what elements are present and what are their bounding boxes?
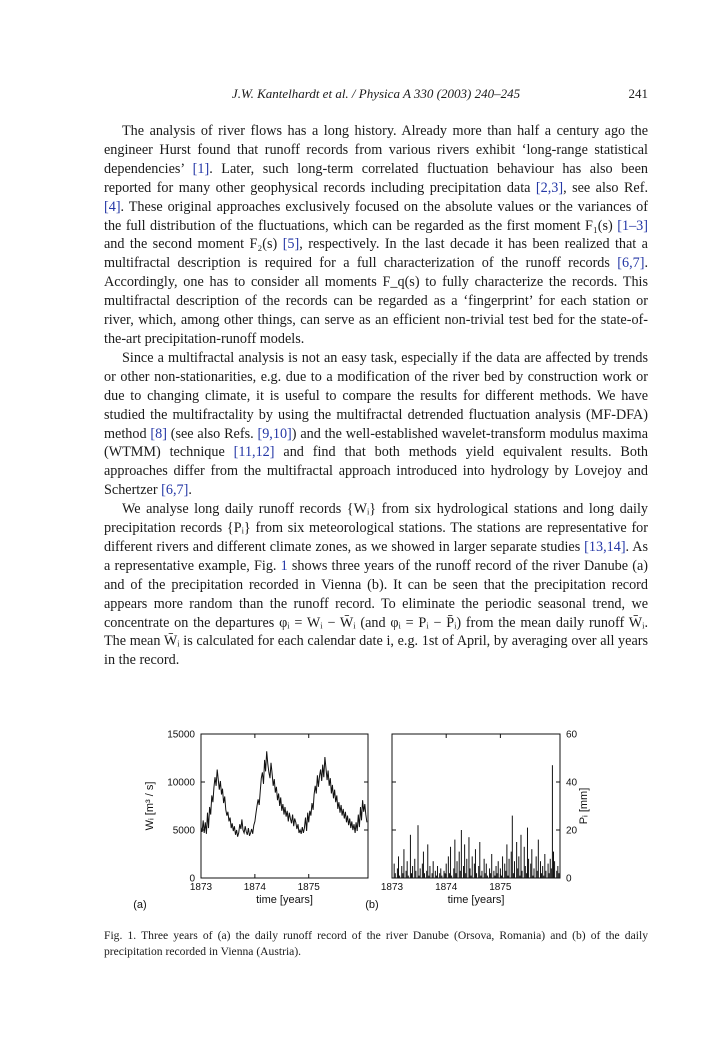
paragraph bbox=[104, 349, 648, 500]
x-tick-label: 1875 bbox=[297, 882, 320, 893]
text-run: , see also Ref. bbox=[563, 179, 648, 196]
citation-link[interactable]: [11,12] bbox=[233, 444, 275, 461]
text-run: . Accordingly, one has to consider all moments F_q(s) to fully characterize the records. This multifractal description of the records can be regarded as a ‘fingerprint’ for each station or river, which, among other things, can serve as an efficient non-trivial test bed for the state-of-the-art precipitation-runoff models. bbox=[104, 255, 648, 347]
citation-link[interactable]: 1 bbox=[280, 557, 288, 574]
y-tick-label: 10000 bbox=[167, 777, 195, 789]
text-run: The analysis of river flows has a long history. Already more than half a century ago the engineer Hurst found that runoff records from various rivers exhibit ‘long-range statistical dependencies’ bbox=[104, 123, 648, 177]
text-run: Since a multifractal analysis is not an easy task, especially if the data are affected by trends or other non-stationarities, e.g. due to a modification of the river bed by construction work or due to changing climate, it is useful to compare the results for different methods. We have studied the multifractality by using the multifractal detrended fluctuation analysis (MF-DFA) method bbox=[104, 349, 648, 442]
citation-link[interactable]: [6,7] bbox=[161, 482, 189, 499]
y-tick-label: 5000 bbox=[172, 825, 195, 837]
y-tick-label: 15000 bbox=[167, 729, 195, 741]
x-tick-label: 1874 bbox=[435, 882, 458, 893]
paragraph bbox=[104, 500, 648, 670]
text-run: and find that both methods yield equivalent results. Both approaches differ from the multifractal approach introduced into hydrology by Lovejoy and Schertzer bbox=[104, 444, 648, 499]
x-axis-label: time [years] bbox=[256, 894, 313, 906]
page-number: 241 bbox=[628, 86, 648, 101]
text-run: We analyse long daily runoff records {Wᵢ} from six hydrological stations and long daily precipitation records {Pᵢ} from six meteorological stations. The stations are representative for different rivers and different climate zones, as we showed in larger separate studies bbox=[104, 501, 648, 555]
running-title: J.W. Kantelhardt et al. / Physica A 330 (2003) 240–245 bbox=[231, 86, 521, 101]
text-run: (see also Refs. bbox=[166, 425, 258, 442]
citation-link[interactable]: [5] bbox=[282, 236, 300, 253]
x-tick-label: 1875 bbox=[489, 882, 512, 893]
body-text bbox=[104, 122, 648, 670]
y-tick-label: 20 bbox=[566, 825, 578, 837]
citation-link[interactable]: [6,7] bbox=[617, 255, 645, 272]
citation-link[interactable]: [2,3] bbox=[535, 179, 564, 196]
x-tick-label: 1874 bbox=[243, 882, 266, 893]
plot-frame-a bbox=[201, 734, 368, 878]
figure-1 bbox=[104, 722, 648, 922]
y-tick-label: 40 bbox=[566, 777, 578, 789]
citation-link[interactable]: [9,10] bbox=[257, 425, 292, 442]
y-tick-label: 60 bbox=[566, 729, 578, 741]
y-axis-label: Wᵢ [m³ / s] bbox=[144, 781, 156, 831]
plot-frame-b bbox=[392, 734, 560, 878]
figure-1-plots bbox=[104, 722, 648, 922]
text-run: , respectively. In the last decade it has been realized that a multifractal description is required for a full characterization of the runoff records bbox=[104, 236, 648, 272]
citation-link[interactable]: [1–3] bbox=[617, 217, 648, 234]
y-tick-label: 0 bbox=[189, 873, 195, 885]
running-header bbox=[104, 86, 648, 106]
text-run: . These original approaches exclusively focused on the absolute values or the variances of the full distribution of the fluctuations, which can be regarded as the first moment F₁(s) bbox=[104, 198, 648, 234]
figure-caption: Fig. 1. Three years of (a) the daily runoff record of the river Danube (Orsova, Romania) and (b) of the daily precipitation recorded in Vienna (Austria). bbox=[104, 929, 648, 958]
runoff-series-line bbox=[201, 751, 367, 836]
text-run: ) and the well-established wavelet-transform modulus maxima (WTMM) technique bbox=[104, 425, 649, 461]
x-tick-label: 1873 bbox=[380, 882, 404, 893]
citation-link[interactable]: [1] bbox=[192, 160, 210, 177]
text-run: . As a representative example, Fig. bbox=[104, 538, 649, 574]
y-axis-label: Pᵢ [mm] bbox=[578, 787, 590, 825]
paragraph bbox=[104, 122, 648, 349]
x-tick-label: 1873 bbox=[189, 882, 213, 893]
x-axis-label: time [years] bbox=[447, 894, 505, 906]
text-run: shows three years of the runoff record of the river Danube (a) and of the precipitation recorded in Vienna (b). It can be seen that the precipitation record appears more random than the runoff record. To eliminate the periodic seasonal trend, we concentrate on the departures φᵢ = Wᵢ − W̄ᵢ (and φᵢ = Pᵢ − P̄ᵢ) from the mean daily runoff W̄ᵢ. The mean W̄ᵢ is calculated for each calendar date i, e.g. 1st of April, by averaging over all years in the record. bbox=[104, 557, 648, 669]
citation-link[interactable]: [13,14] bbox=[584, 538, 626, 555]
text-run: . Later, such long-term correlated fluctuation behaviour has also been reported for many other geophysical records including precipitation data bbox=[104, 160, 648, 196]
panel-label: (a) bbox=[133, 899, 147, 911]
y-tick-label: 0 bbox=[566, 873, 572, 885]
text-run: . bbox=[188, 482, 192, 499]
panel-label: (b) bbox=[365, 899, 379, 911]
text-run: and the second moment F₂(s) bbox=[104, 236, 283, 253]
citation-link[interactable]: [4] bbox=[104, 198, 121, 215]
citation-link[interactable]: [8] bbox=[150, 425, 167, 442]
